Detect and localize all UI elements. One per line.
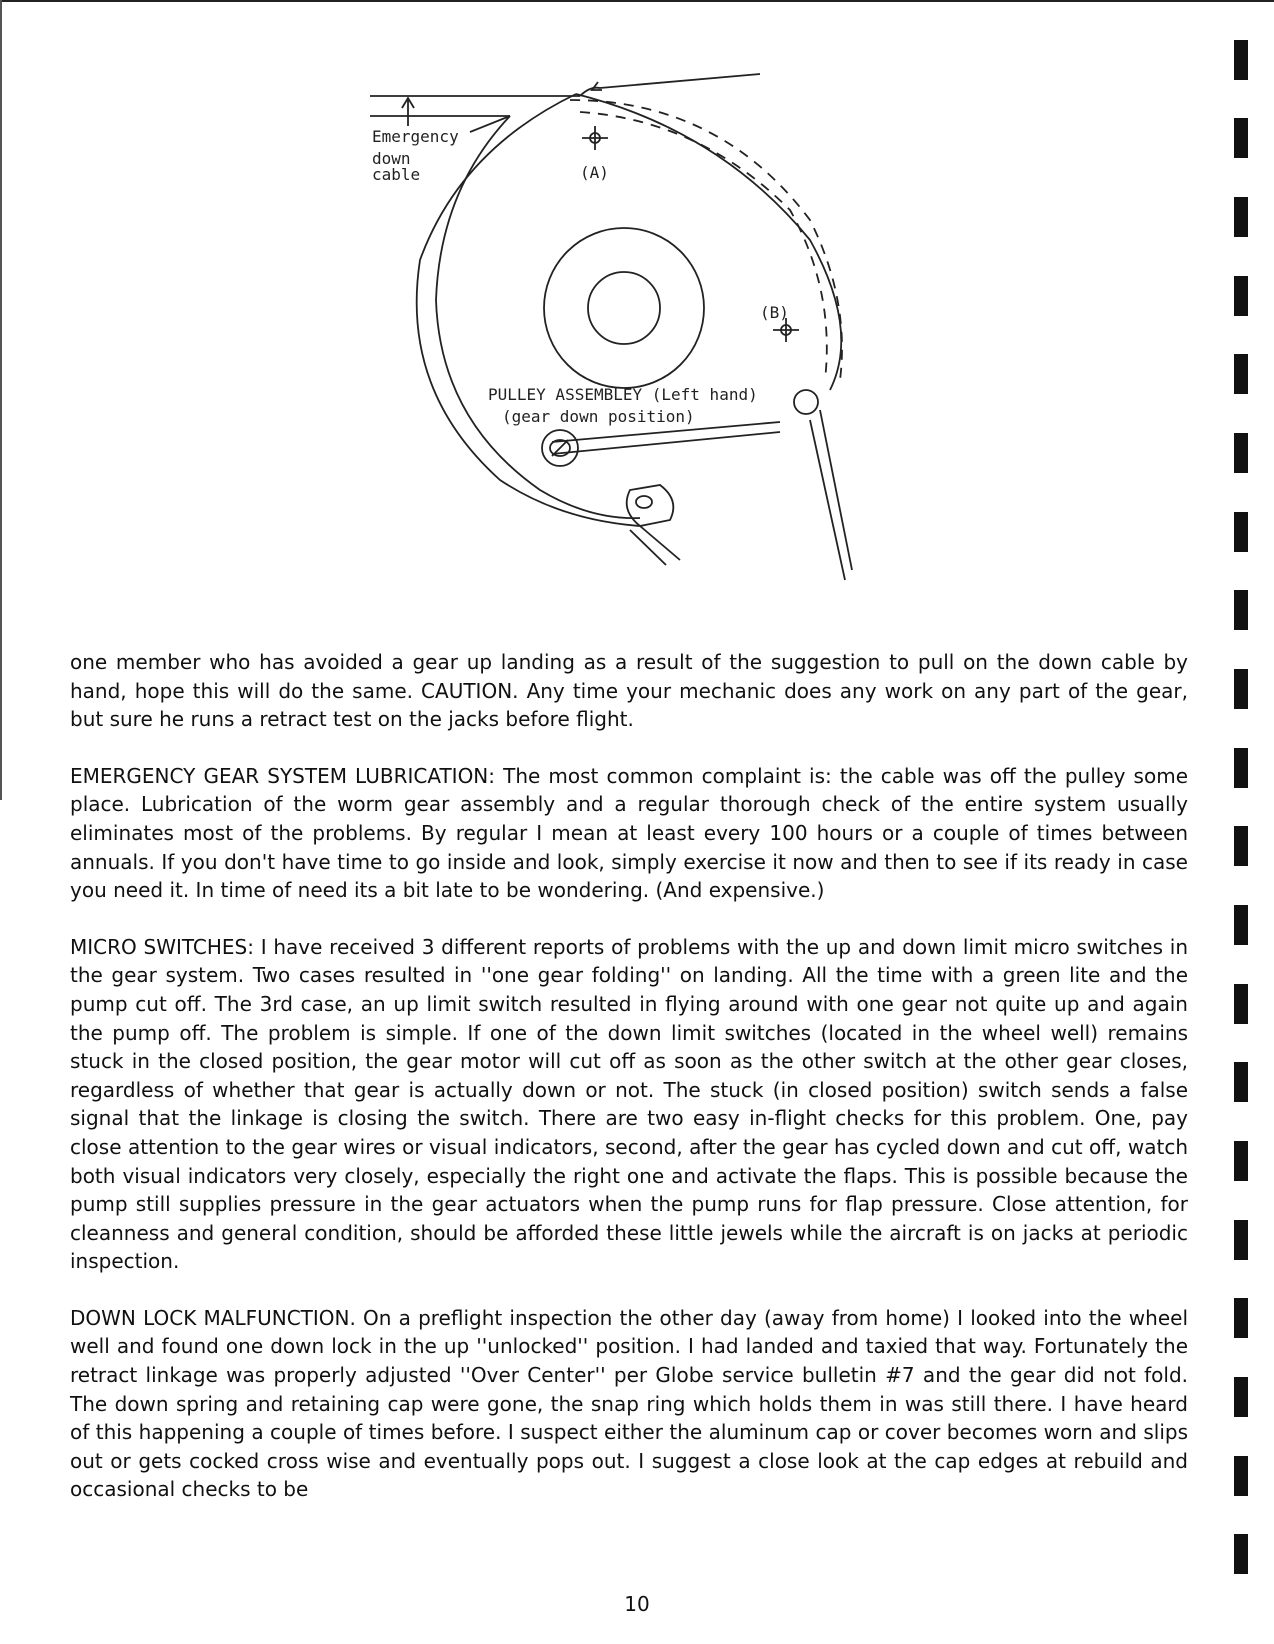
binding-hole xyxy=(1234,1377,1248,1417)
paragraph-intro: one member who has avoided a gear up landing as a result of the suggestion to pull on the down cable by hand, hope this will do the same. CAUTION. Any time your mechanic does any work on any part of the gear, but sure he runs a retract test on the jacks before flight. xyxy=(70,650,1188,732)
cable-label-line3: cable xyxy=(372,165,421,184)
binding-hole xyxy=(1234,590,1248,630)
binding-hole xyxy=(1234,354,1248,394)
binding-hole xyxy=(1234,1062,1248,1102)
binding-hole xyxy=(1234,276,1248,316)
paragraph-micro-switches: MICRO SWITCHES: I have received 3 different reports of problems with the up and down limit micro switches in the gear system. Two cases resulted in ''one gear folding'' on landing. All the time with a green lite and the pump cut off. The 3rd case, an up limit switch resulted in flying around with one gear not quite up and again the pump off. The problem is simple. If one of the down limit switches (located in the wheel well) remains stuck in the closed position, the gear motor will cut off as soon as the other switch at the other gear closes, regardless of whether that gear is actually down or not. The stuck (in closed position) switch sends a false signal that the linkage is closing the switch. There are two easy in-flight checks for this problem. One, pay close attention to the gear wires or visual indicators, second, after the gear has cycled down and cut off, watch both visual indicators very closely, especially the right one and activate the flaps. This is possible because the pump still supplies pressure in the gear actuators when the pump runs for flap pressure. Close attention, for cleanness and general condition, should be afforded these little jewels while the aircraft is on jacks at periodic inspection. xyxy=(70,934,1188,1274)
paragraph-lubrication: EMERGENCY GEAR SYSTEM LUBRICATION: The most common complaint is: the cable was off the pulley some place. Lubrication of the worm gear assembly and a regular thorough check of the entire system usually eliminates most of the problems. By regular I mean at least every 100 hours or a couple of times between annuals. If you don't have time to go inside and look, simply exercise it now and then to see if its ready in case you need it. In time of need its a bit late to be wondering. (And expensive.) xyxy=(70,763,1188,903)
cable-label-line2: down xyxy=(372,149,411,168)
pulley-diagram xyxy=(340,60,900,600)
page-number: 10 xyxy=(624,1592,650,1616)
figure-caption-line2: (gear down position) xyxy=(502,407,695,426)
binding-hole xyxy=(1234,118,1248,158)
binding-hole xyxy=(1234,433,1248,473)
point-b-label: (B) xyxy=(760,303,789,322)
binding-hole xyxy=(1234,1534,1248,1574)
paragraph-down-lock: DOWN LOCK MALFUNCTION. On a preflight inspection the other day (away from home) I looked into the wheel well and found one down lock in the up ''unlocked'' position. I had landed and taxied that way. Fortunately the retract linkage was properly adjusted ''Over Center'' per Globe service bulletin #7 and the gear did not fold. The down spring and retaining cap were gone, the snap ring which holds them in was still there. I have heard of this happening a couple of times before. I suspect either the aluminum cap or cover becomes worn and slips out or gets cocked cross wise and eventually pops out. I suggest a close look at the cap edges at rebuild and occasional checks to be xyxy=(70,1305,1188,1502)
point-a-label: (A) xyxy=(580,163,609,182)
page-left-edge xyxy=(0,0,2,800)
binding-hole xyxy=(1234,1141,1248,1181)
binding-hole xyxy=(1234,984,1248,1024)
binding-hole xyxy=(1234,748,1248,788)
binding-hole xyxy=(1234,512,1248,552)
cable-label-line1: Emergency xyxy=(372,127,459,146)
binding-hole xyxy=(1234,1220,1248,1260)
page-top-edge xyxy=(0,0,1274,2)
binding-holes xyxy=(1234,40,1248,1630)
binding-hole xyxy=(1234,669,1248,709)
binding-hole xyxy=(1234,197,1248,237)
binding-hole xyxy=(1234,905,1248,945)
binding-hole xyxy=(1234,1298,1248,1338)
binding-hole xyxy=(1234,40,1248,80)
pulley-assembly-figure xyxy=(340,60,900,600)
article-body xyxy=(70,648,1188,1532)
binding-hole xyxy=(1234,1456,1248,1496)
figure-caption-line1: PULLEY ASSEMBLEY (Left hand) xyxy=(488,385,758,404)
binding-hole xyxy=(1234,826,1248,866)
